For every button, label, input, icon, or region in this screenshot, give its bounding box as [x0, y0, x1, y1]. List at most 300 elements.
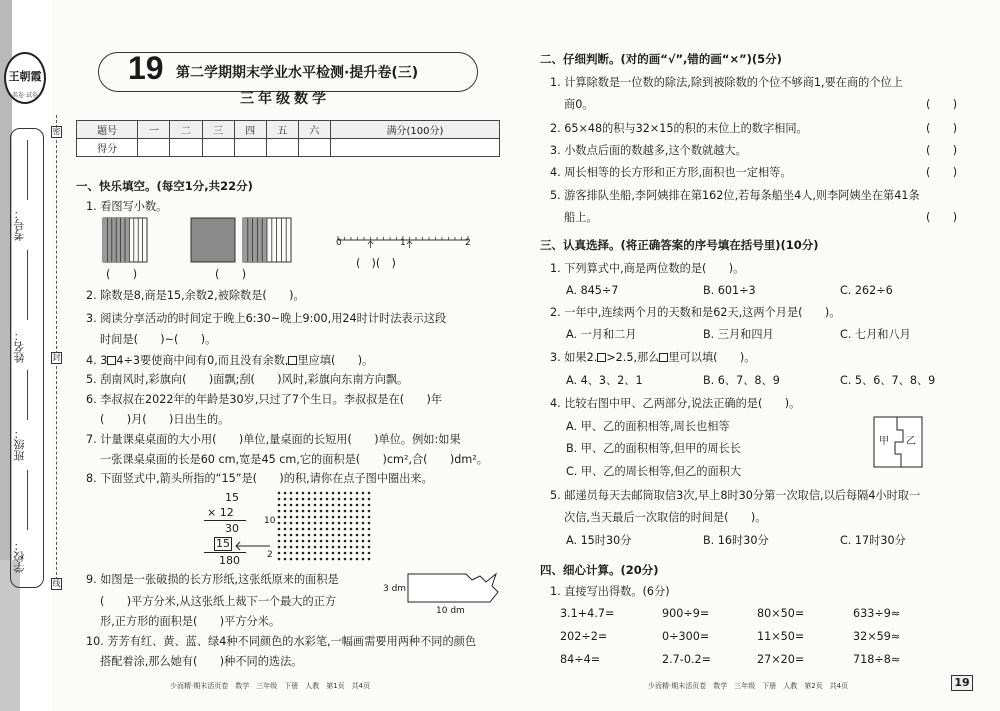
- vert-line-1: 15: [225, 491, 239, 504]
- grid-dot: [296, 510, 299, 513]
- grid-dot: [278, 516, 281, 519]
- grid-dot: [314, 498, 317, 501]
- question-6-line-1: 6. 李叔叔在2022年的年龄是30岁,只过了7个生日。李叔叔是在( )年: [86, 393, 443, 406]
- question-7-line-2: 一张课桌桌面的长是60 cm,宽是45 cm,它的面积是( )cm²,合( )dm²。: [100, 453, 488, 466]
- figure-label-yi: 乙: [906, 436, 916, 447]
- grid-dot: [284, 492, 287, 495]
- figure-grid-1: [103, 218, 147, 262]
- question-7-line-1: 7. 计量课桌桌面的大小用( )单位,量桌面的长短用( )单位。例如:如果: [86, 433, 461, 446]
- judge-4-answer[interactable]: ( ): [926, 166, 958, 179]
- question-3-line-1: 3. 阅读分享活动的时间定于晚上6:30~晚上9:00,用24时计时法表示这段: [86, 312, 447, 325]
- section-1-heading: 一、快乐填空。(每空1分,共22分): [76, 179, 253, 193]
- choice-2-option-b[interactable]: B. 三月和四月: [703, 328, 774, 341]
- grid-dot: [296, 498, 299, 501]
- grid-dot: [350, 546, 353, 549]
- grid-dot: [302, 552, 305, 555]
- grid-dot: [284, 552, 287, 555]
- score-row-label: 得分: [77, 139, 138, 157]
- grid-dot: [356, 504, 359, 507]
- grid-dot: [368, 558, 371, 561]
- grid-dot: [308, 510, 311, 513]
- grid-dot: [296, 528, 299, 531]
- grid-dot: [362, 546, 365, 549]
- calc-item[interactable]: 3.1+4.7=: [560, 607, 615, 620]
- grid-dot: [344, 492, 347, 495]
- torn-paper-figure: [406, 572, 500, 604]
- score-row: [77, 139, 500, 157]
- q4-part-3: 里应填( )。: [297, 354, 374, 367]
- grid-dot: [326, 492, 329, 495]
- blank-box-icon[interactable]: [107, 356, 116, 365]
- blank-box-icon: [597, 353, 606, 362]
- grid-dot: [302, 522, 305, 525]
- choice-1: 1. 下列算式中,商是两位数的是( )。: [550, 262, 745, 275]
- c3-part-2: >2.5,那么: [606, 351, 660, 364]
- grid-dot: [302, 492, 305, 495]
- grid-dot: [290, 504, 293, 507]
- score-header: 六: [298, 121, 330, 139]
- grid-dot: [290, 498, 293, 501]
- grid-dot: [350, 540, 353, 543]
- grid-dot: [362, 558, 365, 561]
- vert-line-4-boxed: 15: [216, 537, 230, 550]
- grid-dot: [350, 510, 353, 513]
- label-name: 姓名：: [13, 330, 26, 363]
- grid-dot: [356, 522, 359, 525]
- choice-4: 4. 比较右图中甲、乙两部分,说法正确的是( )。: [550, 397, 801, 410]
- choice-3-option-b[interactable]: B. 6、7、8、9: [703, 374, 780, 387]
- grid-dot: [290, 510, 293, 513]
- grid-dot: [326, 504, 329, 507]
- score-header: 五: [266, 121, 298, 139]
- choice-5-line-2: 次信,当天最后一次取信的时间是( )。: [564, 511, 767, 524]
- grid-dot: [362, 498, 365, 501]
- grid-dot: [320, 516, 323, 519]
- choice-5-line-1: 5. 邮递员每天去邮筒取信3次,早上8时30分第一次取信,以后每隔4小时取一: [550, 489, 921, 502]
- judge-2-answer[interactable]: ( ): [926, 122, 958, 135]
- grid-dot: [368, 528, 371, 531]
- grid-dot: [314, 528, 317, 531]
- logo-sub: 名卷·试卷: [12, 92, 38, 99]
- judge-5-line-1: 5. 游客排队坐船,李阿姨排在第162位,若每条船坐4人,则李阿姨坐在第41条: [550, 189, 920, 202]
- choice-2-option-c[interactable]: C. 七月和八月: [840, 328, 911, 341]
- grid-dot: [296, 492, 299, 495]
- score-cell[interactable]: [266, 139, 298, 157]
- label-class: 班级：: [13, 428, 26, 461]
- score-header: 三: [202, 121, 234, 139]
- score-header-row: [77, 121, 500, 139]
- calc-item[interactable]: 32×59≈: [853, 630, 901, 643]
- grid-dot: [344, 546, 347, 549]
- paper-label-width: 10 dm: [436, 606, 465, 616]
- grid-dot: [302, 558, 305, 561]
- score-header: 二: [170, 121, 202, 139]
- seal-mark-3: 线: [52, 579, 61, 588]
- binding-strip: [0, 0, 52, 711]
- question-9-line-2: ( )平方分米,从这张纸上裁下一个最大的正方: [100, 595, 337, 608]
- judge-1-answer[interactable]: ( ): [926, 98, 958, 111]
- grid-dot: [290, 546, 293, 549]
- c3-part-3: 里可以填( )。: [668, 351, 756, 364]
- grid-dot: [368, 510, 371, 513]
- grid-dot: [338, 504, 341, 507]
- grid-dot: [284, 516, 287, 519]
- grid-dot: [278, 498, 281, 501]
- grid-dot: [356, 498, 359, 501]
- grid-dot: [314, 552, 317, 555]
- cut-line: [56, 115, 57, 585]
- grid-dot: [302, 546, 305, 549]
- grid-dot: [320, 504, 323, 507]
- question-10-line-2: 搭配着涂,那么她有( )种不同的选法。: [100, 655, 303, 668]
- blank-numline[interactable]: ( )( ): [356, 257, 396, 270]
- grid-dot: [302, 510, 305, 513]
- choice-4-option-c[interactable]: C. 甲、乙的周长相等,但乙的面积大: [566, 465, 742, 478]
- grid-dot: [290, 528, 293, 531]
- paper-subtitle: 三年级数学: [240, 91, 330, 107]
- judge-5-answer[interactable]: ( ): [926, 211, 958, 224]
- grid-dot: [314, 492, 317, 495]
- grid-dot: [344, 552, 347, 555]
- dot-grid[interactable]: [276, 490, 372, 562]
- question-4: [86, 353, 373, 368]
- footer-right: 少而精·期末活页卷 数学 三年级 下册 人教 第2页 共4页: [648, 682, 849, 690]
- grid-dot: [326, 510, 329, 513]
- grid-dot: [362, 516, 365, 519]
- grid-dot: [368, 492, 371, 495]
- grid-dot: [356, 552, 359, 555]
- grid-dot: [338, 546, 341, 549]
- calc-item[interactable]: 0÷300=: [662, 630, 710, 643]
- grid-dot: [278, 522, 281, 525]
- grid-dot: [368, 546, 371, 549]
- grid-dot: [314, 516, 317, 519]
- grid-dot: [368, 522, 371, 525]
- calc-item[interactable]: 202÷2=: [560, 630, 608, 643]
- grid-dot: [332, 510, 335, 513]
- grid-dot: [350, 516, 353, 519]
- grid-dot: [350, 522, 353, 525]
- score-cell[interactable]: [170, 139, 202, 157]
- grid-dot: [332, 558, 335, 561]
- grid-dot: [326, 522, 329, 525]
- label-exam-number: 考号：: [13, 208, 26, 241]
- judge-3: 3. 小数点后面的数越多,这个数就越大。: [550, 144, 747, 157]
- footer-left: 少而精·期末活页卷 数学 三年级 下册 人教 第1页 共4页: [170, 682, 371, 690]
- choice-5-option-a[interactable]: A. 15时30分: [566, 534, 632, 547]
- judge-2: 2. 65×48的积与32×15的积的末位上的数字相同。: [550, 122, 808, 135]
- grid-dot: [284, 528, 287, 531]
- grid-dot: [356, 558, 359, 561]
- grid-dot: [302, 540, 305, 543]
- grid-dot: [296, 540, 299, 543]
- grid-dot: [362, 534, 365, 537]
- question-5: 5. 刮南风时,彩旗向( )面飘;刮( )风时,彩旗向东南方向飘。: [86, 373, 409, 386]
- grid-dot: [308, 504, 311, 507]
- grid-dot: [368, 516, 371, 519]
- grid-dot: [362, 528, 365, 531]
- grid-dot: [296, 516, 299, 519]
- question-10-line-1: 10. 芳芳有红、黄、蓝、绿4种不同颜色的水彩笔,一幅画需要用两种不同的颜色: [86, 635, 477, 648]
- grid-dot: [320, 492, 323, 495]
- grid-dot: [362, 540, 365, 543]
- calc-item[interactable]: 27×20=: [757, 653, 805, 666]
- score-header: 满分(100分): [330, 121, 499, 139]
- score-header: 一: [138, 121, 170, 139]
- grid-dot: [278, 504, 281, 507]
- grid-dot: [278, 540, 281, 543]
- grid-dot: [338, 534, 341, 537]
- q4-part-2: 4÷3要使商中间有0,而且没有余数,: [116, 354, 289, 367]
- grid-dot: [284, 498, 287, 501]
- decimal-figures: [103, 218, 293, 264]
- grid-dot: [344, 504, 347, 507]
- score-cell[interactable]: [234, 139, 266, 157]
- grid-dot: [284, 534, 287, 537]
- grid-dot: [290, 492, 293, 495]
- question-2: 2. 除数是8,商是15,余数2,被除数是( )。: [86, 289, 305, 302]
- calc-item[interactable]: 633÷9≈: [853, 607, 901, 620]
- grid-dot: [308, 522, 311, 525]
- question-6-line-2: ( )月( )日出生的。: [100, 413, 230, 426]
- score-cell[interactable]: [138, 139, 170, 157]
- grid-dot: [278, 546, 281, 549]
- grid-dot: [344, 528, 347, 531]
- grid-dot: [338, 492, 341, 495]
- line-exam-number: [27, 140, 28, 200]
- seal-mark-1: 密: [52, 127, 61, 136]
- grid-dot: [338, 540, 341, 543]
- vert-line-5: 180: [219, 554, 240, 567]
- grid-dot: [296, 558, 299, 561]
- choice-5-option-c[interactable]: C. 17时30分: [840, 534, 906, 547]
- score-cell[interactable]: [298, 139, 330, 157]
- choice-3-option-c[interactable]: C. 5、6、7、8、9: [840, 374, 936, 387]
- grid-dot: [332, 528, 335, 531]
- seal-mark-2: 封: [52, 353, 61, 362]
- publisher-logo: [4, 52, 46, 104]
- figure-label-jia: 甲: [879, 436, 889, 447]
- grid-dot: [356, 528, 359, 531]
- calc-item[interactable]: 2.7-0.2=: [662, 653, 711, 666]
- grid-dot: [302, 528, 305, 531]
- choice-3-option-a[interactable]: A. 4、3、2、1: [566, 374, 643, 387]
- grid-dot: [290, 540, 293, 543]
- grid-dot: [350, 534, 353, 537]
- grid-dot: [314, 540, 317, 543]
- grid-dot: [320, 552, 323, 555]
- grid-dot: [344, 516, 347, 519]
- score-cell[interactable]: [330, 139, 499, 157]
- calc-item[interactable]: 80×50=: [757, 607, 805, 620]
- grid-dot: [320, 510, 323, 513]
- choice-1-option-b[interactable]: B. 601÷3: [703, 284, 756, 297]
- question-9-line-3: 形,正方形的面积是( )平方分米。: [100, 615, 281, 628]
- choice-1-option-c[interactable]: C. 262÷6: [840, 284, 893, 297]
- grid-dot: [368, 534, 371, 537]
- judge-1-line-2: 商0。: [564, 98, 594, 111]
- grid-dot: [290, 516, 293, 519]
- line-school: [27, 470, 28, 530]
- calc-item[interactable]: 11×50=: [757, 630, 805, 643]
- grid-dot: [326, 540, 329, 543]
- grid-dot: [350, 558, 353, 561]
- grid-dot: [350, 492, 353, 495]
- grid-dot: [356, 492, 359, 495]
- choice-4-option-b[interactable]: B. 甲、乙的面积相等,但甲的周长长: [566, 442, 741, 455]
- grid-dot: [296, 522, 299, 525]
- question-1: 1. 看图写小数。: [86, 200, 168, 213]
- choice-4-option-a[interactable]: A. 甲、乙的面积相等,周长也相等: [566, 420, 730, 433]
- judge-3-answer[interactable]: ( ): [926, 144, 958, 157]
- blank-figure-2[interactable]: ( ): [215, 268, 247, 281]
- paper-number: 19: [128, 50, 164, 86]
- grid-dot: [332, 498, 335, 501]
- choice-5-option-b[interactable]: B. 16时30分: [703, 534, 769, 547]
- grid-dot: [362, 504, 365, 507]
- grid-dot: [308, 516, 311, 519]
- grid-dot: [302, 504, 305, 507]
- grid-dot: [284, 546, 287, 549]
- grid-dot: [278, 558, 281, 561]
- grid-dot: [290, 522, 293, 525]
- grid-dot: [368, 552, 371, 555]
- page-number-badge: 19: [951, 675, 973, 691]
- section-2-heading: 二、仔细判断。(对的画“√”,错的画“×”)(5分): [540, 52, 782, 66]
- grid-dot: [338, 516, 341, 519]
- grid-dot: [362, 552, 365, 555]
- grid-dot: [332, 492, 335, 495]
- question-8: 8. 下面竖式中,箭头所指的“15”是( )的积,请你在点子图中圈出来。: [86, 472, 433, 485]
- grid-dot: [338, 498, 341, 501]
- grid-dot: [338, 528, 341, 531]
- grid-dot: [338, 522, 341, 525]
- question-3-line-2: 时间是( )~( )。: [100, 333, 217, 346]
- grid-dot: [302, 516, 305, 519]
- grid-dot: [332, 534, 335, 537]
- grid-dot: [326, 528, 329, 531]
- grid-dot: [308, 558, 311, 561]
- calc-item[interactable]: 900÷9=: [662, 607, 710, 620]
- grid-dot: [284, 510, 287, 513]
- grid-dot: [320, 522, 323, 525]
- grid-dot: [326, 534, 329, 537]
- grid-dot: [326, 516, 329, 519]
- grid-dot: [314, 546, 317, 549]
- grid-dot: [320, 540, 323, 543]
- grid-dot: [320, 498, 323, 501]
- label-school: 学校：: [13, 540, 26, 573]
- grid-dot: [362, 492, 365, 495]
- grid-dot: [302, 498, 305, 501]
- grid-dot: [278, 528, 281, 531]
- grid-dot: [362, 510, 365, 513]
- grid-dot: [356, 510, 359, 513]
- grid-dot: [368, 498, 371, 501]
- grid-dot: [326, 552, 329, 555]
- grid-dot: [314, 522, 317, 525]
- paper-title: 第二学期期末学业水平检测·提升卷(三): [176, 65, 419, 81]
- choice-2: 2. 一年中,连续两个月的天数和是62天,这两个月是( )。: [550, 306, 841, 319]
- grid-dot: [278, 510, 281, 513]
- grid-dot: [368, 504, 371, 507]
- dot-label-10: 10: [264, 516, 276, 526]
- grid-dot: [362, 522, 365, 525]
- grid-dot: [332, 516, 335, 519]
- grid-dot: [344, 558, 347, 561]
- grid-dot: [320, 528, 323, 531]
- grid-dot: [344, 498, 347, 501]
- question-9-line-1: 9. 如图是一张破损的长方形纸,这张纸原来的面积是: [86, 573, 339, 586]
- grid-dot: [284, 504, 287, 507]
- grid-dot: [290, 558, 293, 561]
- grid-dot: [308, 534, 311, 537]
- logo-name: 王朝霞: [8, 70, 42, 83]
- grid-dot: [338, 510, 341, 513]
- choice-1-option-a[interactable]: A. 845÷7: [566, 284, 619, 297]
- grid-dot: [356, 540, 359, 543]
- grid-dot: [290, 534, 293, 537]
- grid-dot: [314, 510, 317, 513]
- grid-dot: [296, 546, 299, 549]
- grid-dot: [308, 492, 311, 495]
- grid-dot: [296, 552, 299, 555]
- calc-1-instruction: 1. 直接写出得数。(6分): [550, 585, 670, 598]
- choice-2-option-a[interactable]: A. 一月和二月: [566, 328, 637, 341]
- grid-dot: [326, 546, 329, 549]
- judge-1-line-1: 1. 计算除数是一位数的除法,除到被除数的个位不够商1,要在商的个位上: [550, 76, 903, 89]
- grid-dot: [320, 558, 323, 561]
- line-class: [27, 370, 28, 420]
- grid-dot: [290, 552, 293, 555]
- grid-dot: [296, 504, 299, 507]
- grid-dot: [284, 558, 287, 561]
- line-name: [27, 250, 28, 320]
- grid-dot: [284, 540, 287, 543]
- section-4-heading: 四、细心计算。(20分): [540, 563, 659, 577]
- grid-dot: [332, 504, 335, 507]
- grid-dot: [356, 546, 359, 549]
- grid-dot: [338, 558, 341, 561]
- grid-dot: [308, 528, 311, 531]
- grid-dot: [278, 534, 281, 537]
- grid-dot: [314, 504, 317, 507]
- grid-dot: [332, 552, 335, 555]
- calc-item[interactable]: 84÷4=: [560, 653, 601, 666]
- blank-figure-1[interactable]: ( ): [106, 268, 138, 281]
- grid-dot: [278, 492, 281, 495]
- grid-dot: [344, 540, 347, 543]
- grid-dot: [296, 534, 299, 537]
- score-header: 四: [234, 121, 266, 139]
- calc-item[interactable]: 718÷8≈: [853, 653, 901, 666]
- grid-dot: [344, 534, 347, 537]
- grid-dot: [356, 516, 359, 519]
- score-cell[interactable]: [202, 139, 234, 157]
- choice-3: [550, 350, 755, 365]
- grid-dot: [326, 498, 329, 501]
- vert-line-3: 30: [225, 522, 239, 535]
- grid-dot: [332, 546, 335, 549]
- figure-grid-2: [191, 218, 291, 262]
- vert-line-2: × 12: [207, 506, 234, 519]
- numline-label-1: 1: [400, 238, 406, 248]
- dot-label-2: 2: [267, 550, 273, 560]
- grid-dot: [308, 552, 311, 555]
- judge-5-line-2: 船上。: [564, 211, 598, 224]
- grid-dot: [338, 552, 341, 555]
- grid-dot: [320, 534, 323, 537]
